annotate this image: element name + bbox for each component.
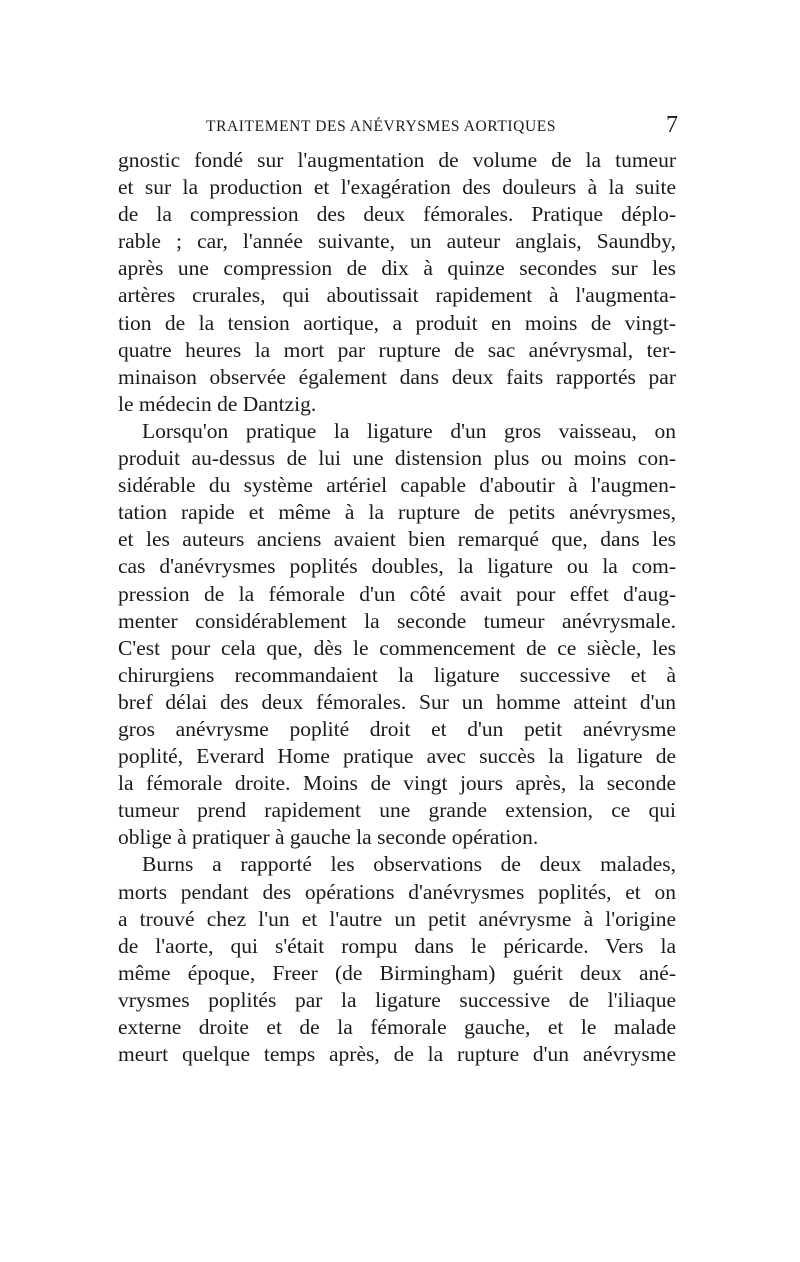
text-line: et sur la production et l'exagération des douleurs à la suite bbox=[118, 175, 676, 200]
text-line: Lorsqu'on pratique la ligature d'un gros vaisseau, on bbox=[142, 418, 676, 443]
text-line: externe droite et de la fémorale gauche, et le malade bbox=[118, 1015, 676, 1039]
text-line: de la compression des deux fémorales. Pratique déplo- bbox=[118, 202, 676, 227]
paragraph-2 bbox=[118, 418, 676, 852]
text-line: artères crurales, qui aboutissait rapidement à l'augmenta- bbox=[118, 283, 676, 308]
paragraph-1 bbox=[118, 147, 676, 418]
text-line: menter considérablement la seconde tumeur anévrysmale. bbox=[118, 608, 676, 633]
text-line: et les auteurs anciens avaient bien remarqué que, dans les bbox=[118, 527, 676, 552]
text-line: cas d'anévrysmes poplités doubles, la ligature ou la com- bbox=[118, 554, 676, 579]
text-line: tation rapide et même à la rupture de petits anévrysmes, bbox=[118, 500, 676, 525]
text-line: vrysmes poplités par la ligature successive de l'iliaque bbox=[118, 987, 676, 1012]
text-line: gnostic fondé sur l'augmentation de volume de la tumeur bbox=[118, 148, 676, 172]
text-line: après une compression de dix à quinze secondes sur les bbox=[118, 256, 676, 281]
text-line: bref délai des deux fémorales. Sur un homme atteint d'un bbox=[118, 689, 676, 714]
body-text bbox=[118, 147, 676, 1068]
text-line: meurt quelque temps après, de la rupture d'un anévrysme bbox=[118, 1042, 676, 1067]
text-line: quatre heures la mort par rupture de sac anévrysmal, ter- bbox=[118, 337, 676, 362]
text-line: rable ; car, l'année suivante, un auteur anglais, Saundby, bbox=[118, 229, 676, 254]
text-line: chirurgiens recommandaient la ligature successive et à bbox=[118, 662, 676, 687]
text-line: Burns a rapporté les observations de deux malades, bbox=[142, 852, 676, 877]
paragraph-3 bbox=[118, 851, 676, 1068]
text-line: produit au-dessus de lui une distension plus ou moins con- bbox=[118, 446, 676, 471]
text-line: minaison observée également dans deux faits rapportés par bbox=[118, 364, 676, 389]
text-line: morts pendant des opérations d'anévrysmes poplités, et on bbox=[118, 879, 676, 904]
text-line: poplité, Everard Home pratique avec succès la ligature de bbox=[118, 744, 676, 769]
text-line: a trouvé chez l'un et l'autre un petit anévrysme à l'origine bbox=[118, 906, 676, 931]
text-line: gros anévrysme poplité droit et d'un petit anévrysme bbox=[118, 716, 676, 741]
text-line: de l'aorte, qui s'était rompu dans le péricarde. Vers la bbox=[118, 933, 676, 958]
text-line: pression de la fémorale d'un côté avait pour effet d'aug- bbox=[118, 581, 676, 606]
text-line: la fémorale droite. Moins de vingt jours après, la seconde bbox=[118, 771, 676, 796]
running-head bbox=[118, 112, 680, 142]
text-line: oblige à pratiquer à gauche la seconde opération. bbox=[118, 825, 539, 850]
text-line: C'est pour cela que, dès le commencement de ce siècle, les bbox=[118, 635, 676, 660]
running-title: TRAITEMENT DES ANÉVRYSMES AORTIQUES bbox=[206, 118, 557, 135]
page-number: 7 bbox=[666, 112, 678, 138]
text-line: sidérable du système artériel capable d'aboutir à l'augmen- bbox=[118, 473, 676, 498]
text-line: tumeur prend rapidement une grande extension, ce qui bbox=[118, 798, 676, 823]
text-line: le médecin de Dantzig. bbox=[118, 391, 317, 416]
text-line: même époque, Freer (de Birmingham) guérit deux ané- bbox=[118, 960, 676, 985]
text-line: tion de la tension aortique, a produit en moins de vingt- bbox=[118, 310, 676, 335]
